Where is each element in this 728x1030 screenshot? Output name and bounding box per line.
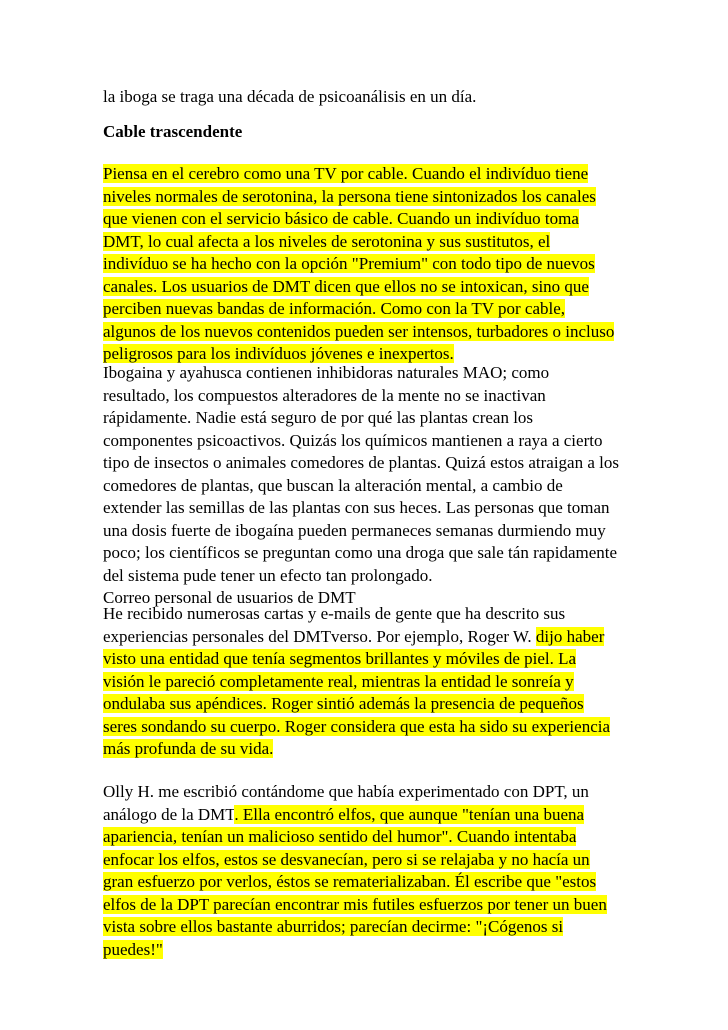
- p4-line: elfos de la DPT parecían encontrar mis futiles esfuerzos por tener un buen: [103, 894, 607, 914]
- p4-line: vista sobre ellos bastante aburridos; parecían decirme: "¡Cógenos si: [103, 917, 564, 936]
- p4-line: análogo de la DMT. Ella encontró elfos, que aunque "tenían una buena: [103, 804, 585, 824]
- p2-line: comedores de plantas, que buscan la alteración mental, a cambio de: [103, 475, 563, 495]
- p1-line: algunos de los nuevos contenidos pueden ser intensos, turbadores o incluso: [103, 321, 615, 341]
- p2-line: del sistema pude tener un efecto tan prolongado.: [103, 565, 433, 585]
- p2-line: componentes psicoactivos. Quizás los químicos mantienen a raya a cierto: [103, 430, 603, 450]
- intro-line: la iboga se traga una década de psicoanálisis en un día.: [103, 87, 477, 106]
- p2-line: tipo de insectos o animales comedores de plantas. Quizá estos atraigan a los: [103, 453, 619, 472]
- p4-line: gran esfuerzo por verlos, éstos se rematerializaban. Él escribe que "estos: [103, 872, 597, 891]
- p4-line: apariencia, tenían un malicioso sentido del humor". Cuando intentaba: [103, 827, 577, 846]
- p2-line: extender las semillas de las plantas con sus heces. Las personas que toman: [103, 498, 610, 517]
- p4-line: puedes!": [103, 939, 163, 959]
- p4-line: enfocar los elfos, estos se desvanecían, pero si se relajaba y no hacía un: [103, 849, 590, 869]
- p3-line: visión le pareció completamente real, mientras la entidad le sonreía y: [103, 671, 574, 691]
- p3-line: visto una entidad que tenía segmentos brillantes y móviles de piel. La: [103, 649, 577, 668]
- p1-line: peligrosos para los indivíduos jóvenes e inexpertos.: [103, 344, 454, 363]
- p2-line: rápidamente. Nadie está seguro de por qué las plantas crean los: [103, 408, 534, 427]
- p3-line: ondulaba sus apéndices. Roger sintió además la presencia de pequeños: [103, 694, 584, 713]
- p2-line: una dosis fuerte de ibogaína pueden permaneces semanas durmiendo muy: [103, 520, 606, 540]
- p1-line: indivíduo se ha hecho con la opción "Premium" con todo tipo de nuevos: [103, 254, 595, 273]
- p3-line: experiencias personales del DMTverso. Por ejemplo, Roger W. dijo haber: [103, 626, 605, 646]
- subsection-heading: Correo personal de usuarios de DMT: [103, 588, 356, 607]
- p1-line: niveles normales de serotonina, la persona tiene sintonizados los canales: [103, 186, 596, 206]
- p1-line: que vienen con el servicio básico de cable. Cuando un indivíduo toma: [103, 209, 579, 228]
- p1-line: perciben nuevas bandas de información. Como con la TV por cable,: [103, 299, 566, 318]
- p1-line: Piensa en el cerebro como una TV por cable. Cuando el indivíduo tiene: [103, 164, 589, 183]
- p2-line: poco; los científicos se preguntan como una droga que sale tán rapidamente: [103, 543, 618, 562]
- p3-line: seres sondando su cuerpo. Roger considera que esta ha sido su experiencia: [103, 716, 611, 736]
- p3-line: He recibido numerosas cartas y e-mails de gente que ha descrito sus: [103, 604, 566, 623]
- p1-line: canales. Los usuarios de DMT dicen que ellos no se intoxican, sino que: [103, 276, 589, 296]
- p4-line: Olly H. me escribió contándome que había experimentado con DPT, un: [103, 782, 589, 801]
- p1-line: DMT, lo cual afecta a los niveles de serotonina y sus sustitutos, el: [103, 231, 551, 251]
- section-heading: Cable trascendente: [103, 122, 243, 141]
- p3-line: más profunda de su vida.: [103, 739, 274, 758]
- p2-line: Ibogaina y ayahusca contienen inhibidoras naturales MAO; como: [103, 363, 550, 382]
- p2-line: resultado, los compuestos alteradores de la mente no se inactivan: [103, 385, 546, 405]
